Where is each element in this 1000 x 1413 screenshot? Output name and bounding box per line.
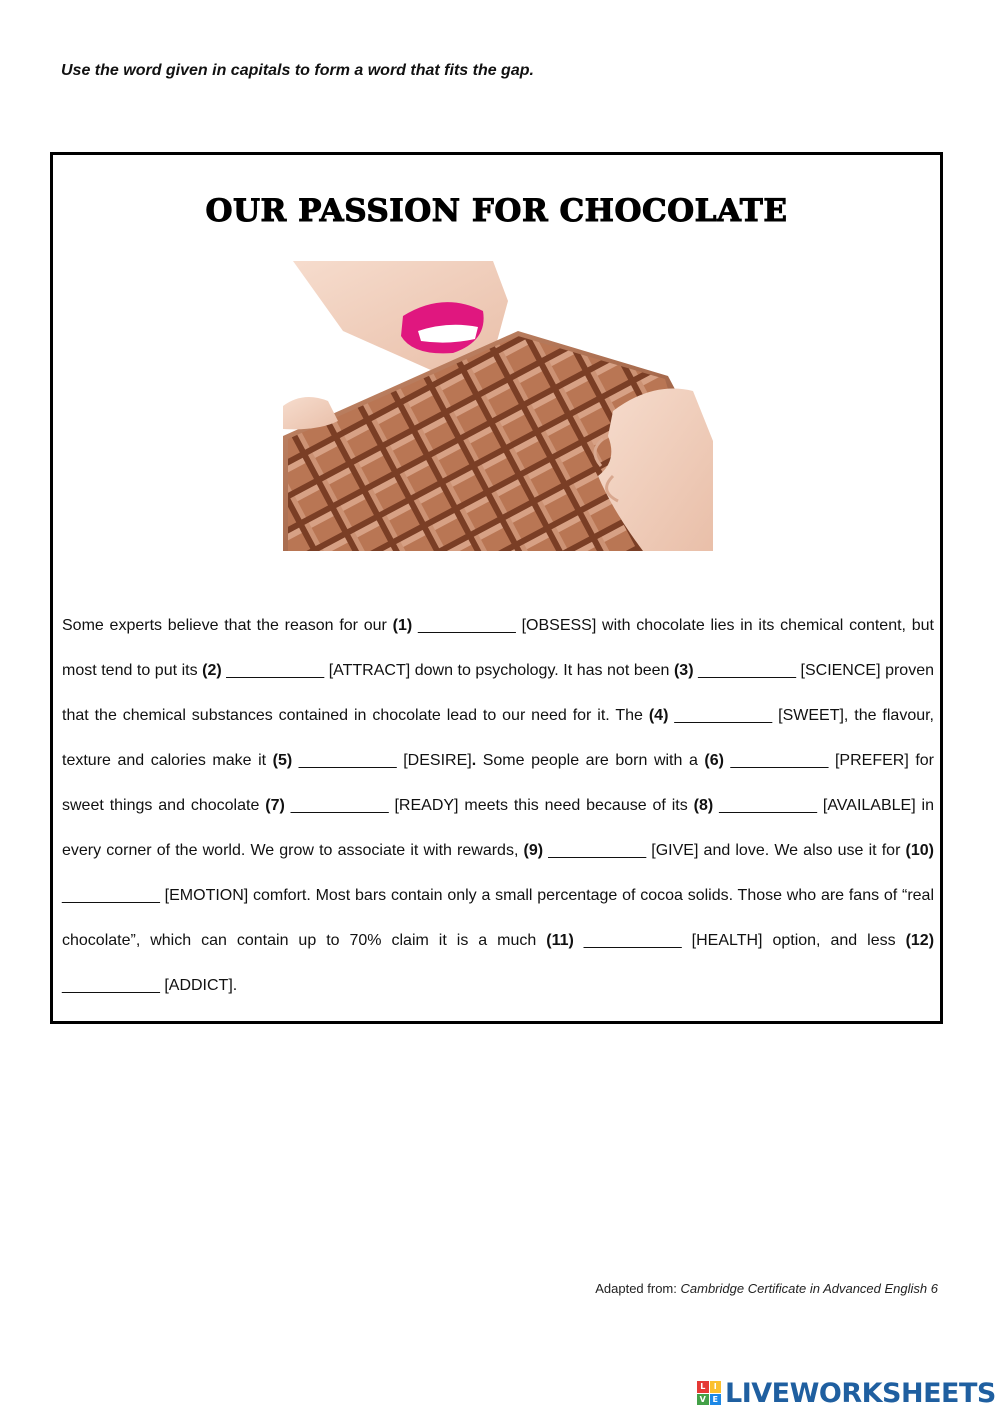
- gap-2[interactable]: ___________: [221, 662, 329, 679]
- logo-badge-letter: E: [710, 1394, 722, 1406]
- gap-number-9: (9): [523, 842, 544, 859]
- passage-text: [AVAILABLE] in every corner of the world. We grow to associate it with rewards,: [62, 797, 935, 859]
- logo-badge-icon: [697, 1381, 721, 1405]
- gap-5[interactable]: ___________: [292, 752, 404, 769]
- gap-number-8: (8): [693, 797, 714, 814]
- gap-4[interactable]: ___________: [668, 707, 779, 724]
- gap-number-11: (11): [546, 932, 574, 949]
- gap-10[interactable]: ___________: [62, 887, 165, 904]
- credit-prefix: Adapted from:: [595, 1281, 681, 1296]
- passage-text: [SCIENCE] proven that the chemical substances contained in chocolate lead to our need for it. The: [62, 662, 934, 724]
- gap-12[interactable]: ___________: [62, 977, 165, 994]
- passage-text: [GIVE] and love. We also use it for: [651, 842, 906, 859]
- passage-text: [SWEET], the flavour, texture and calories make it: [62, 707, 935, 769]
- passage-text: Some experts believe that the reason for our: [62, 617, 393, 634]
- logo-badge-letter: L: [697, 1381, 709, 1393]
- logo-badge-letter: V: [697, 1394, 709, 1406]
- gap-1[interactable]: ___________: [412, 617, 522, 634]
- passage-text: [PREFER] for sweet things and chocolate: [62, 752, 935, 814]
- gap-9[interactable]: ___________: [543, 842, 652, 859]
- gap-6[interactable]: ___________: [723, 752, 835, 769]
- gap-number-3: (3): [673, 662, 694, 679]
- gap-7[interactable]: ___________: [284, 797, 395, 814]
- gap-number-5: (5): [272, 752, 293, 769]
- gap-number-12: (12): [905, 932, 935, 949]
- passage-text: [ADDICT].: [164, 977, 238, 994]
- passage-text: [EMOTION] comfort. Most bars contain only a small percentage of cocoa solids. Those who are fans of “real chocolate”, which can contain up to 70% claim it is a much: [62, 887, 935, 949]
- exercise-frame: [50, 152, 943, 1024]
- gap-8[interactable]: ___________: [713, 797, 823, 814]
- instruction-text: Use the word given in capitals to form a word that fits the gap.: [61, 62, 534, 79]
- gap-number-6: (6): [704, 752, 724, 769]
- gap-number-4: (4): [648, 707, 669, 724]
- source-credit: [595, 1281, 938, 1296]
- gap-number-2: (2): [202, 662, 222, 679]
- cloze-passage: [62, 603, 934, 1008]
- passage-period: .: [471, 752, 477, 769]
- passage-text: [ATTRACT] down to psychology. It has not been: [328, 662, 674, 679]
- liveworksheets-logo: [697, 1377, 996, 1409]
- logo-badge-letter: I: [710, 1381, 722, 1393]
- worksheet-title: OUR PASSION FOR CHOCOLATE: [205, 193, 788, 229]
- passage-text: [HEALTH] option, and less: [691, 932, 906, 949]
- passage-text: [OBSESS] with chocolate lies in its chemical content, but most tend to put its: [62, 617, 934, 679]
- gap-number-1: (1): [392, 617, 413, 634]
- gap-3[interactable]: ___________: [693, 662, 801, 679]
- credit-source: Cambridge Certificate in Advanced English 6: [680, 1281, 938, 1296]
- gap-number-7: (7): [265, 797, 285, 814]
- passage-text: Some people are born with a: [476, 752, 705, 769]
- gap-number-10: (10): [905, 842, 934, 859]
- gap-11[interactable]: ___________: [573, 932, 692, 949]
- passage-text: [DESIRE]: [403, 752, 472, 769]
- passage-text: [READY] meets this need because of its: [394, 797, 694, 814]
- chocolate-bar-photo: [283, 261, 713, 551]
- logo-wordmark: LIVEWORKSHEETS: [725, 1377, 996, 1409]
